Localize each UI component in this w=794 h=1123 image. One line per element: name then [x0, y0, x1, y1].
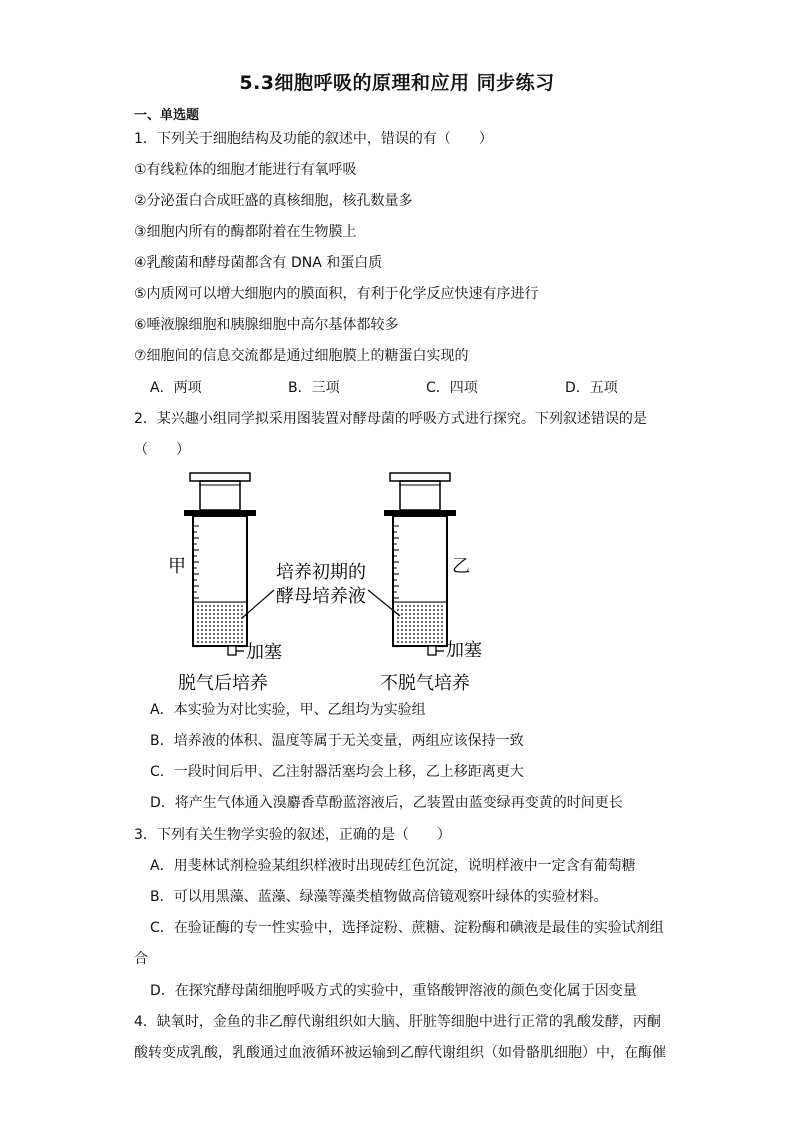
- q1-item-4: ④乳酸菌和酵母菌都含有 DNA 和蛋白质: [134, 255, 383, 271]
- q2-option-c: C．一段时间后甲、乙注射器活塞均会上移，乙上移距离更大: [150, 764, 524, 780]
- q2-option-b: B．培养液的体积、温度等属于无关变量，两组应该保持一致: [150, 733, 524, 749]
- label-yi: 乙: [452, 556, 470, 577]
- q1-item-1: ①有线粒体的细胞才能进行有氧呼吸: [134, 162, 357, 178]
- center-label-line1: 培养初期的: [276, 562, 366, 583]
- question-1-stem: 1．下列关于细胞结构及功能的叙述中，错误的有（ ）: [134, 131, 493, 147]
- question-4-line-2: 酸转变成乳酸，乳酸通过血液循环被运输到乙醇代谢组织（如骨骼肌细胞）中，在酶催: [134, 1045, 666, 1061]
- caption-left: 脱气后培养: [178, 673, 268, 694]
- q1-item-7: ⑦细胞间的信息交流都是通过细胞膜上的糖蛋白实现的: [134, 348, 469, 364]
- q1-option-c: C．四项: [426, 380, 478, 396]
- section-heading: 一、单选题: [134, 108, 200, 123]
- page-title: 5.3细胞呼吸的原理和应用 同步练习: [239, 72, 555, 94]
- syringe-experiment-figure: [160, 468, 500, 700]
- question-2-stem: 2．某兴趣小组同学拟采用图装置对酵母菌的呼吸方式进行探究。下列叙述错误的是: [134, 411, 647, 427]
- q1-item-6: ⑥唾液腺细胞和胰腺细胞中高尔基体都较多: [134, 317, 399, 333]
- syringe-left: [184, 473, 256, 655]
- caption-right: 不脱气培养: [380, 673, 470, 694]
- q2-option-d: D．将产生气体通入溴麝香草酚蓝溶液后，乙装置由蓝变绿再变黄的时间更长: [150, 795, 623, 811]
- q3-option-d: D．在探究酵母菌细胞呼吸方式的实验中，重铬酸钾溶液的颜色变化属于因变量: [150, 983, 637, 999]
- q3-option-b: B．可以用黑藻、蓝藻、绿藻等藻类植物做高倍镜观察叶绿体的实验材料。: [150, 889, 608, 905]
- syringe-right: [384, 473, 456, 655]
- center-label-line2: 酵母培养液: [276, 586, 366, 607]
- stopper-label-left: 加塞: [246, 642, 282, 663]
- q1-option-b: B．三项: [288, 380, 340, 396]
- question-2-stem-cont: （ ）: [134, 442, 190, 458]
- question-3-stem: 3．下列有关生物学实验的叙述，正确的是（ ）: [134, 827, 451, 843]
- q1-item-5: ⑤内质网可以增大细胞内的膜面积，有利于化学反应快速有序进行: [134, 286, 539, 302]
- q1-item-2: ②分泌蛋白合成旺盛的真核细胞，核孔数量多: [134, 193, 413, 209]
- label-jia: 甲: [168, 556, 186, 577]
- q3-option-c-cont: 合: [134, 951, 148, 967]
- q3-option-c: C．在验证酶的专一性实验中，选择淀粉、蔗糖、淀粉酶和碘液是最佳的实验试剂组: [150, 920, 664, 936]
- q1-option-a: A．两项: [150, 380, 202, 396]
- q3-option-a: A．用斐林试剂检验某组织样液时出现砖红色沉淀，说明样液中一定含有葡萄糖: [150, 858, 636, 874]
- q2-option-a: A．本实验为对比实验，甲、乙组均为实验组: [150, 702, 426, 718]
- q1-option-d: D．五项: [565, 380, 618, 396]
- q1-item-3: ③细胞内所有的酶都附着在生物膜上: [134, 224, 357, 240]
- question-4-line-1: 4．缺氧时，金鱼的非乙醇代谢组织如大脑、肝脏等细胞中进行正常的乳酸发酵，丙酮: [134, 1014, 661, 1030]
- stopper-label-right: 加塞: [446, 640, 482, 661]
